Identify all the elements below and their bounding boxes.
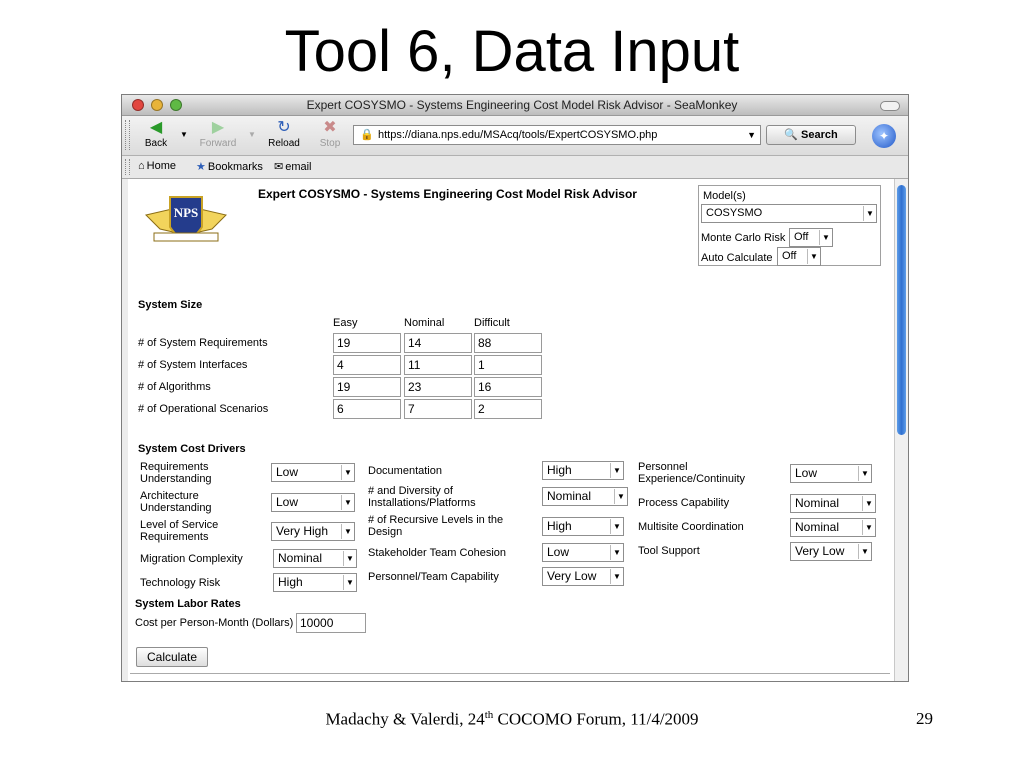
chevron-down-icon: ▼ <box>858 544 871 559</box>
forward-history-dropdown-icon[interactable]: ▼ <box>248 130 256 139</box>
model-options-box <box>698 185 881 266</box>
stop-label: Stop <box>319 138 341 149</box>
driver-label-architecture-understanding: Architecture Understanding <box>140 490 212 514</box>
labor-rates-heading: System Labor Rates <box>135 598 241 610</box>
chevron-down-icon: ▼ <box>807 249 820 264</box>
chevron-down-icon: ▼ <box>819 230 832 245</box>
column-header-difficult: Difficult <box>474 317 510 329</box>
tool-support-select[interactable] <box>790 542 872 561</box>
minimize-window-icon[interactable] <box>151 99 163 111</box>
recursive-levels-value: High <box>547 519 572 533</box>
technology-risk-value: High <box>278 575 303 589</box>
algorithms-nominal-input[interactable]: 23 <box>404 377 472 397</box>
vertical-scrollbar[interactable] <box>894 179 909 681</box>
chevron-down-icon: ▼ <box>614 489 627 504</box>
documentation-value: High <box>547 463 572 477</box>
driver-label-tool-support: Tool Support <box>638 545 700 557</box>
driver-label-requirements-understanding: Requirements Understanding <box>140 461 212 485</box>
url-bar[interactable] <box>353 125 761 145</box>
chevron-down-icon: ▼ <box>610 519 623 534</box>
model-select[interactable] <box>701 204 877 223</box>
system-requirements-nominal-input[interactable]: 14 <box>404 333 472 353</box>
monte-carlo-select[interactable] <box>789 228 833 247</box>
migration-complexity-select[interactable] <box>273 549 357 568</box>
reload-button[interactable] <box>262 119 306 151</box>
multisite-coordination-value: Nominal <box>795 520 840 534</box>
system-interfaces-easy-input[interactable]: 4 <box>333 355 401 375</box>
chevron-down-icon: ▼ <box>343 551 356 566</box>
team-capability-value: Very Low <box>547 569 597 583</box>
operational-scenarios-easy-input[interactable]: 6 <box>333 399 401 419</box>
back-arrow-icon: ◀ <box>149 119 163 136</box>
team-capability-select[interactable] <box>542 567 624 586</box>
personnel-experience-select[interactable] <box>790 464 872 483</box>
architecture-understanding-select[interactable] <box>271 493 355 512</box>
algorithms-easy-input[interactable]: 19 <box>333 377 401 397</box>
auto-calculate-label: Auto Calculate <box>701 252 773 264</box>
chevron-down-icon: ▼ <box>610 569 623 584</box>
driver-label-stakeholder-cohesion: Stakeholder Team Cohesion <box>368 547 506 559</box>
slide-footer <box>0 709 1024 730</box>
chevron-down-icon: ▼ <box>341 495 354 510</box>
documentation-select[interactable] <box>542 461 624 480</box>
requirements-understanding-select[interactable] <box>271 463 355 482</box>
auto-calculate-select[interactable] <box>777 247 821 266</box>
chevron-down-icon: ▼ <box>341 465 354 480</box>
url-text: https://diana.nps.edu/MSAcq/tools/ExpertCOSYSMO.php <box>378 129 658 141</box>
page-content <box>128 179 894 681</box>
row-label-system-interfaces: # of System Interfaces <box>138 359 248 371</box>
back-label: Back <box>144 138 168 149</box>
model-select-value: COSYSMO <box>706 207 763 219</box>
system-interfaces-difficult-input[interactable]: 1 <box>474 355 542 375</box>
title-bar <box>122 95 908 116</box>
nps-logo-ribbon <box>154 233 218 241</box>
navigation-toolbar <box>122 116 908 156</box>
chevron-down-icon: ▼ <box>610 463 623 478</box>
cost-per-person-month-input[interactable]: 10000 <box>296 613 366 633</box>
zoom-window-icon[interactable] <box>170 99 182 111</box>
footer-text-end: COCOMO Forum, 11/4/2009 <box>493 709 699 729</box>
driver-label-personnel-experience: Personnel Experience/Continuity <box>638 461 746 485</box>
process-capability-select[interactable] <box>790 494 876 513</box>
cost-drivers-heading: System Cost Drivers <box>138 443 246 455</box>
monte-carlo-value: Off <box>794 231 809 243</box>
column-header-easy: Easy <box>333 317 358 329</box>
technology-risk-select[interactable] <box>273 573 357 592</box>
toolbar-grip <box>125 120 130 150</box>
driver-label-documentation: Documentation <box>368 465 442 477</box>
chevron-down-icon: ▼ <box>343 575 356 590</box>
system-requirements-difficult-input[interactable]: 88 <box>474 333 542 353</box>
operational-scenarios-nominal-input[interactable]: 7 <box>404 399 472 419</box>
search-label: Search <box>801 129 838 141</box>
driver-label-technology-risk: Technology Risk <box>140 577 221 589</box>
level-of-service-value: Very High <box>276 524 329 538</box>
system-interfaces-nominal-input[interactable]: 11 <box>404 355 472 375</box>
chevron-down-icon: ▼ <box>862 520 875 535</box>
forward-button[interactable] <box>196 119 240 151</box>
chevron-down-icon: ▼ <box>341 524 354 539</box>
monte-carlo-label: Monte Carlo Risk <box>701 232 786 244</box>
row-label-algorithms: # of Algorithms <box>138 381 211 393</box>
email-label: email <box>285 161 312 173</box>
chevron-down-icon: ▼ <box>863 206 876 221</box>
stop-button[interactable] <box>308 119 352 151</box>
window-title: Expert COSYSMO - Systems Engineering Cost Model Risk Advisor - SeaMonkey <box>306 98 738 112</box>
operational-scenarios-difficult-input[interactable]: 2 <box>474 399 542 419</box>
bookmarks-icon: ★ <box>196 161 206 173</box>
back-history-dropdown-icon[interactable]: ▼ <box>180 130 188 139</box>
column-header-nominal: Nominal <box>404 317 445 329</box>
migration-complexity-value: Nominal <box>278 551 323 565</box>
email-icon: ✉ <box>274 161 284 173</box>
driver-label-process-capability: Process Capability <box>638 497 730 509</box>
driver-label-migration-complexity: Migration Complexity <box>140 553 243 565</box>
search-button[interactable] <box>766 125 856 145</box>
requirements-understanding-value: Low <box>276 465 299 479</box>
slide-title: Tool 6, Data Input <box>284 19 740 84</box>
tool-support-value: Very Low <box>795 544 845 558</box>
toolbar-grip <box>125 159 130 175</box>
chevron-down-icon: ▼ <box>858 466 871 481</box>
home-link[interactable] <box>138 160 176 172</box>
algorithms-difficult-input[interactable]: 16 <box>474 377 542 397</box>
system-size-heading: System Size <box>138 299 203 311</box>
bookmarks-label: Bookmarks <box>207 161 263 173</box>
process-capability-value: Nominal <box>795 496 840 510</box>
reload-label: Reload <box>268 138 300 149</box>
divider <box>130 673 890 674</box>
forward-label: Forward <box>199 138 237 149</box>
toolbar-toggle-button[interactable] <box>880 101 900 111</box>
level-of-service-select[interactable] <box>271 522 355 541</box>
url-history-dropdown-icon[interactable]: ▼ <box>747 130 756 140</box>
chevron-down-icon: ▼ <box>610 545 623 560</box>
driver-label-installations-platforms: # and Diversity of Installations/Platforms <box>368 485 476 509</box>
row-label-system-requirements: # of System Requirements <box>138 337 268 349</box>
auto-calculate-value: Off <box>782 250 797 262</box>
seamonkey-throbber-icon: ✦ <box>872 124 896 148</box>
site-security-icon: 🔒 <box>360 129 374 141</box>
driver-label-multisite-coordination: Multisite Coordination <box>638 521 744 533</box>
footer-text-start: Madachy & Valerdi, 24 <box>325 709 485 729</box>
personal-toolbar <box>122 156 908 179</box>
chevron-down-icon: ▼ <box>862 496 875 511</box>
nps-logo-text: NPS <box>173 205 199 220</box>
models-label: Model(s) <box>703 190 746 202</box>
stop-icon: ✖ <box>323 119 337 136</box>
close-window-icon[interactable] <box>132 99 144 111</box>
personnel-experience-value: Low <box>795 466 818 480</box>
page-heading: Expert COSYSMO - Systems Engineering Cost Model Risk Advisor <box>258 187 637 201</box>
stakeholder-cohesion-select[interactable] <box>542 543 624 562</box>
driver-label-level-of-service: Level of Service Requirements <box>140 519 219 543</box>
page-number: 29 <box>916 709 933 728</box>
installations-platforms-value: Nominal <box>547 489 592 503</box>
installations-platforms-select[interactable] <box>542 487 628 506</box>
multisite-coordination-select[interactable] <box>790 518 876 537</box>
driver-label-team-capability: Personnel/Team Capability <box>368 571 499 583</box>
scrollbar-thumb[interactable] <box>897 185 906 435</box>
recursive-levels-select[interactable] <box>542 517 624 536</box>
footer-superscript: th <box>484 709 494 721</box>
stakeholder-cohesion-value: Low <box>547 545 570 559</box>
home-icon: ⌂ <box>138 160 145 172</box>
back-button[interactable] <box>134 119 178 151</box>
search-icon: 🔍 <box>784 129 798 141</box>
forward-arrow-icon: ▶ <box>211 119 225 136</box>
nps-logo <box>142 189 230 255</box>
cost-per-person-month-label: Cost per Person-Month (Dollars) <box>135 617 294 629</box>
browser-window <box>121 94 909 682</box>
row-label-operational-scenarios: # of Operational Scenarios <box>138 403 269 415</box>
bookmarks-menu[interactable] <box>196 160 263 173</box>
architecture-understanding-value: Low <box>276 495 299 509</box>
reload-icon: ↻ <box>277 119 291 136</box>
home-label: Home <box>146 160 176 172</box>
calculate-button[interactable]: Calculate <box>136 647 208 667</box>
email-link[interactable] <box>274 160 312 173</box>
driver-label-recursive-levels: # of Recursive Levels in the Design <box>368 514 504 538</box>
system-requirements-easy-input[interactable]: 19 <box>333 333 401 353</box>
